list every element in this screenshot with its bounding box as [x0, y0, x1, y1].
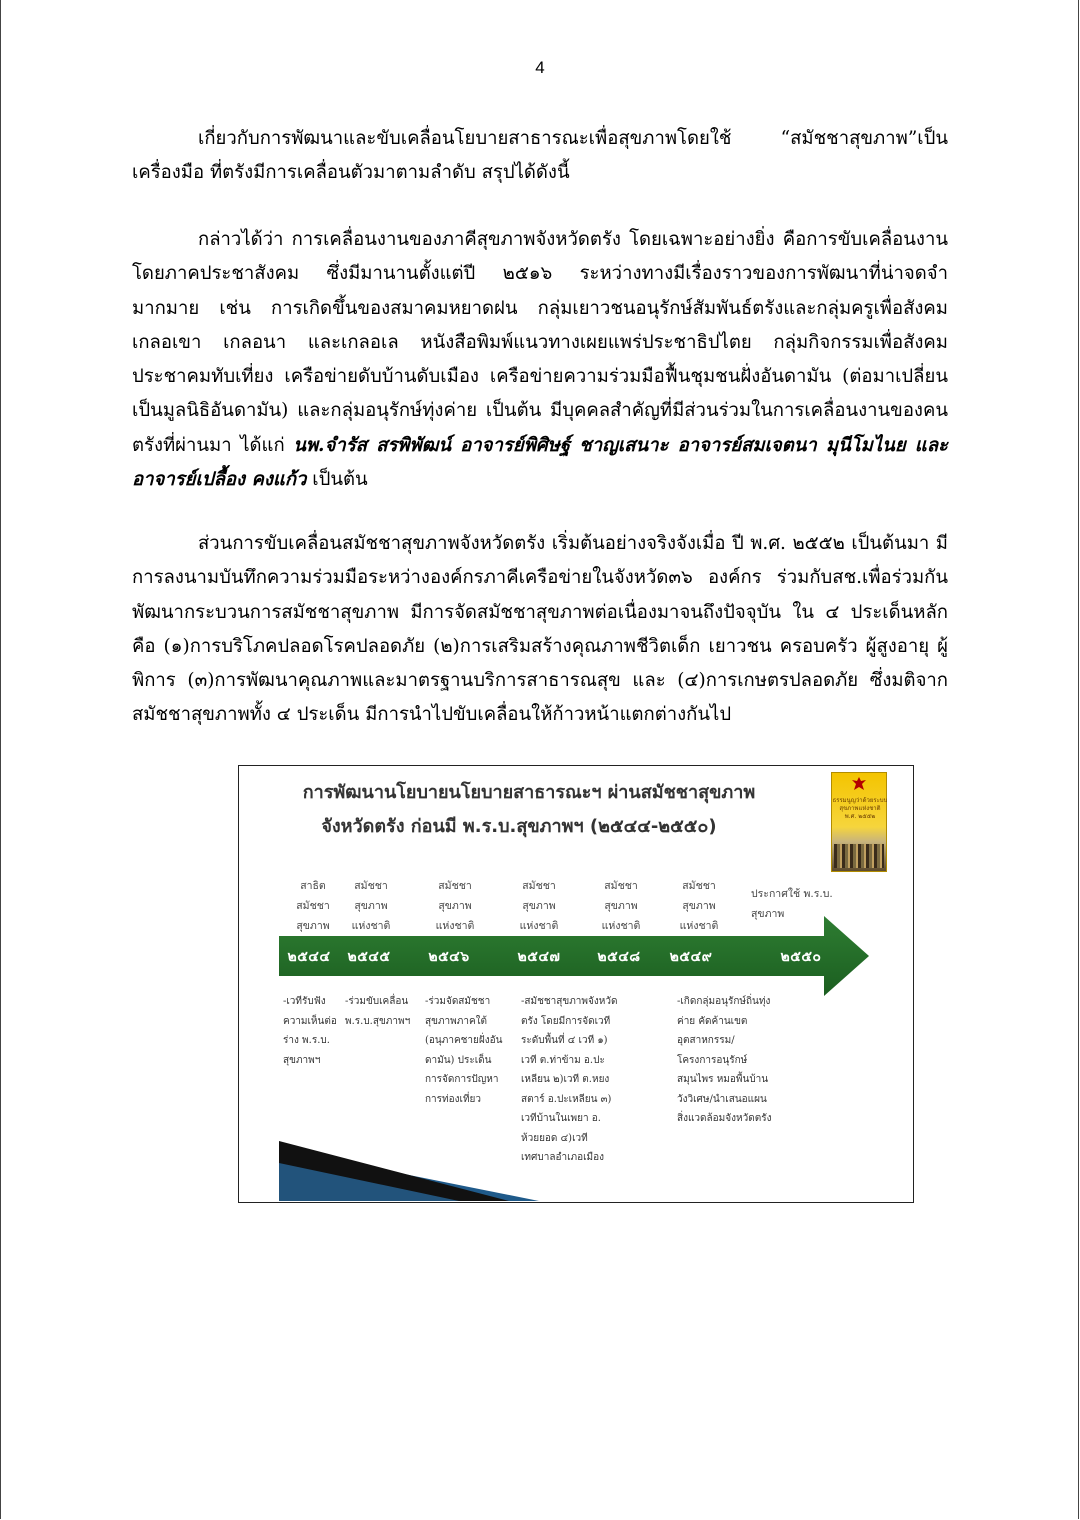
paragraph-intro-text: เกี่ยวกับการพัฒนาและขับเคลื่อนโยบายสาธารณะเพื่อสุขภาพโดยใช้ “สมัชชาสุขภาพ”เป็นเครื่องมือ ที่ตรังมีการเคลื่อนตัวมาตามลำดับ สรุปได้ดังนี้: [132, 128, 948, 184]
key-persons: นพ.จำรัส สรพิพัฒน์ อาจารย์พิศิษฐ์ ชาญเสนาะ อาจารย์สมเจตนา มุนีโมไนย และอาจารย์เปลื้อง คงแก้ว: [132, 434, 948, 491]
paragraph-assembly-text: ส่วนการขับเคลื่อนสมัชชาสุขภาพจังหวัดตรัง เริ่มต้นอย่างจริงจังเมื่อ ปี พ.ศ. ๒๕๕๒ เป็นต้นมา มีการลงนามบันทึกความร่วมมือระหว่างองค์กรภาคีเครือข่ายในจังหวัด๓๖ องค์กร ร่วมกับสช.เพื่อร่วมกันพัฒนากระบวนการสมัชชาสุขภาพ มีการจัดสมัชชาสุขภาพต่อเนื่องมาจนถึงปัจจุบัน ใน ๔ ประเด็นหลัก คือ (๑)การบริโภคปลอดโรคปลอดภัย (๒)การเสริมสร้างคุณภาพชีวิตเด็ก เยาวชน ครอบครัว ผู้สูงอายุ ผู้พิการ (๓)การพัฒนาคุณภาพและมาตรฐานบริการสาธารณสุข และ (๔)การเกษตรปลอดภัย ซึ่งมติจากสมัชชาสุขภาพทั้ง ๔ ประเด็น มีการนำไปขับเคลื่อนให้ก้าวหน้าแตกต่างกันไป: [132, 533, 948, 726]
timeline-stage-label: สมัชชา สุขภาพ แห่งชาติ: [435, 880, 475, 932]
slide-title-line-1: การพัฒนานโยบายนโยบายสาธารณะฯ ผ่านสมัชชาสุขภาพ: [302, 782, 756, 803]
timeline-event-note: -สมัชชาสุขภาพจังหวัด ตรัง โดยมีการจัดเวที ระดับพื้นที่ ๔ เวที ๑) เวที ต.ท่าข้าม อ.ปะ เหลียน ๒)เวที ต.หยง สตาร์ อ.ปะเหลียน ๓) เวทีบ้านในเพยา อ. ห้วยยอด ๔)เวที เทศบาลอำเภอเมือง: [521, 996, 618, 1163]
timeline-event-note: -เวทีรับฟัง ความเห็นต่อ ร่าง พ.ร.บ. สุขภาพฯ: [283, 996, 337, 1066]
paragraph-intro: [132, 122, 948, 191]
timeline-stage-label: สมัชชา สุขภาพ แห่งชาติ: [519, 880, 559, 932]
timeline-year: ๒๕๕๐: [780, 949, 822, 965]
history-end: เป็นต้น: [306, 469, 368, 491]
decorative-wedge: [279, 1141, 539, 1201]
timeline-year: ๒๕๔๔: [287, 949, 331, 965]
timeline-year: ๒๕๔๖: [428, 949, 470, 965]
timeline-event-note: -ร่วมขับเคลื่อน พ.ร.บ.สุขภาพฯ: [345, 996, 411, 1027]
timeline-stage-label: สมัชชา สุขภาพ แห่งชาติ: [679, 880, 719, 932]
timeline-year: ๒๕๔๙: [669, 949, 713, 965]
timeline-year: ๒๕๔๕: [347, 949, 391, 965]
paragraph-history-text: [132, 223, 948, 497]
history-body: กล่าวได้ว่า การเคลื่อนงานของภาคีสุขภาพจังหวัดตรัง โดยเฉพาะอย่างยิ่ง คือการขับเคลื่อนงานโดยภาคประชาสังคม ซึ่งมีมานานตั้งแต่ปี ๒๕๑๖ ระหว่างทางมีเรื่องราวของการพัฒนาที่น่าจดจำมากมาย เช่น การเกิดขึ้นของสมาคมหยาดฝน กลุ่มเยาวชนอนุรักษ์สัมพันธ์ตรังและกลุ่มครูเพื่อสังคม เกลอเขา เกลอนา และเกลอเล หนังสือพิมพ์แนวทางเผยแพร่ประชาธิปไตย กลุ่มกิจกรรมเพื่อสังคม ประชาคมทับเที่ยง เครือข่ายดับบ้านดับเมือง เครือข่ายความร่วมมือฟื้นชุมชนฝั่งอันดามัน (ต่อมาเปลี่ยนเป็นมูลนิธิอันดามัน) และกลุ่มอนุรักษ์ทุ่งค่าย เป็นต้น มีบุคคลสำคัญที่มีส่วนร่วมในการเคลื่อนงานของคนตรังที่ผ่านมา ได้แก่: [132, 229, 948, 456]
timeline-stage-label: สาธิต สมัชชา สุขภาพ: [296, 880, 330, 932]
page-number: 4: [535, 58, 545, 77]
timeline-stage-label: สมัชชา สุขภาพ แห่งชาติ: [351, 880, 391, 932]
timeline-event-note: -ร่วมจัดสมัชชา สุขภาพภาคใต้ (อนุภาคชายฝั่งอัน ดามัน) ประเด็น การจัดการปัญหา การท่องเที่ยว: [425, 996, 503, 1105]
paragraph-assembly: [132, 527, 948, 733]
book-cover-title: ธรรมนูญว่าด้วยระบบ สุขภาพแห่งชาติ พ.ศ. ๒๕๕๒: [832, 797, 888, 820]
book-cover-image: [831, 772, 887, 872]
book-cover-photo: [834, 844, 884, 868]
timeline-event-note: -เกิดกลุ่มอนุรักษ์ถิ่นทุ่ง ค่าย คัดค้านเขต อุตสาหกรรม/ โครงการอนุรักษ์ สมุนไพร หมอพื้นบ้าน วังวิเศษ/นำเสนอแผน สิ่งแวดล้อมจังหวัดตรัง: [677, 996, 772, 1124]
timeline-stage-label: สมัชชา สุขภาพ แห่งชาติ: [601, 880, 641, 932]
garuda-emblem-icon: [851, 776, 867, 792]
paragraph-history: [132, 223, 948, 497]
timeline-slide: [238, 765, 914, 1203]
timeline-stage-label: ประกาศใช้ พ.ร.บ. สุขภาพ: [751, 888, 833, 920]
slide-title-line-2: จังหวัดตรัง ก่อนมี พ.ร.บ.สุขภาพฯ (๒๕๔๔-๒๕๕๐): [321, 816, 717, 837]
timeline-year: ๒๕๔๗: [517, 949, 561, 965]
timeline-year: ๒๕๔๘: [597, 949, 641, 965]
